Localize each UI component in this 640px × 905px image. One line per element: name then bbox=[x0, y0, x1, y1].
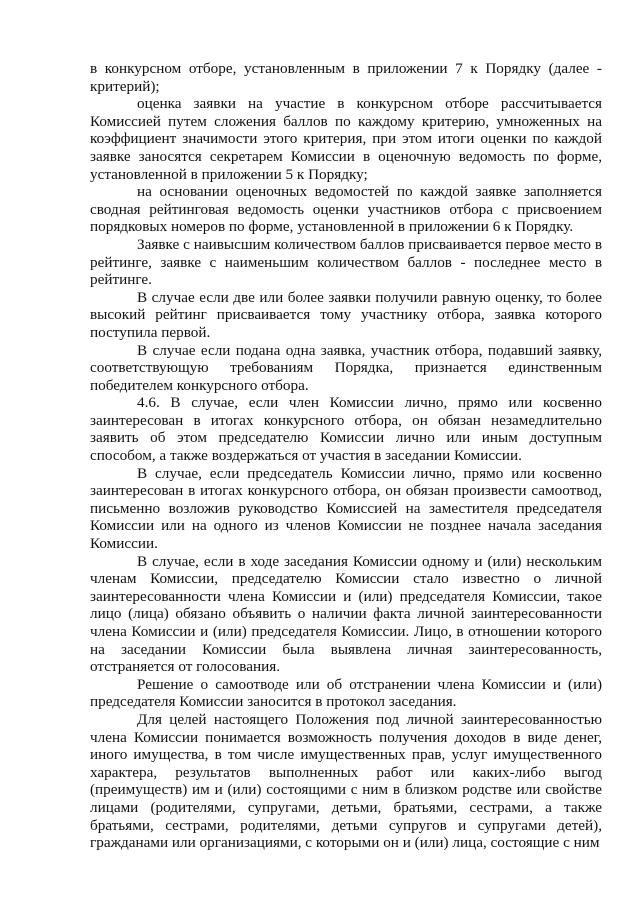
paragraph-recusal-record: Решение о самоотводе или об отстранении члена Комиссии и (или) председателя Комиссии заносится в протокол заседания. bbox=[90, 675, 602, 711]
paragraph-member-conflict: 4.6. В случае, если член Комиссии лично, прямо или косвенно заинтересован в итогах конкурсного отбора, он обязан незамедлительно заявить об этом председателю Комиссии лично или иным доступным способом, а также воздержаться от участия в заседании Комиссии. bbox=[90, 394, 602, 465]
paragraph-criteria-continuation: в конкурсном отборе, установленным в приложении 7 к Порядку (далее - критерий); bbox=[90, 60, 602, 95]
paragraph-summary-rating-sheet: на основании оценочных ведомостей по каждой заявке заполняется сводная рейтинговая ведомость оценки участников отбора с присвоением порядковых номеров по форме, установленной в приложении 6 к Порядку. bbox=[90, 183, 602, 236]
paragraph-personal-interest-definition: Для целей настоящего Положения под личной заинтересованностью члена Комиссии понимается возможность получения доходов в виде денег, иного имущества, в том числе имущественных прав, услуг имущественного характера, результатов выполненных работ или каких-либо выгод (преимуществ) им и (или) состоящими с ним в близком родстве или свойстве лицами (родителями, супругами, детьми, братьями, сестрами, а также братьями, сестрами, родителями, детьми супругов и супругами детей), гражданами или организациями, с которыми он и (или) лица, состоящие с ним bbox=[90, 710, 602, 852]
paragraph-equal-score: В случае если две или более заявки получили равную оценку, то более высокий рейтинг присваивается тому участнику отбора, заявка которого поступила первой. bbox=[90, 288, 602, 341]
paragraph-rating-places: Заявке с наивысшим количеством баллов присваивается первое место в рейтинге, заявке с наименьшим количеством баллов - последнее место в рейтинге. bbox=[90, 235, 602, 289]
document-body bbox=[90, 60, 602, 852]
paragraph-chair-conflict: В случае, если председатель Комиссии лично, прямо или косвенно заинтересован в итогах конкурсного отбора, он обязан произвести самоотвод, письменно возложив руководство Комиссией на заместителя председателя Комиссии или на одного из членов Комиссии не позднее начала заседания Комиссии. bbox=[90, 464, 602, 553]
paragraph-single-application: В случае если подана одна заявка, участник отбора, подавший заявку, соответствующую требованиям Порядка, признается единственным победителем конкурсного отбора. bbox=[90, 341, 602, 394]
paragraph-conflict-during-meeting: В случае, если в ходе заседания Комиссии одному и (или) нескольким членам Комиссии, председателю Комиссии стало известно о личной заинтересованности члена Комиссии и (или) председателя Комиссии, такое лицо (лица) обязано объявить о наличии факта личной заинтересованности члена Комиссии и (или) председателя Комиссии. Лицо, в отношении которого на заседании Комиссии была выявлена личная заинтересованность, отстраняется от голосования. bbox=[90, 552, 602, 676]
paragraph-application-scoring: оценка заявки на участие в конкурсном отборе рассчитывается Комиссией путем сложения баллов по каждому критерию, умноженных на коэффициент значимости этого критерия, при этом итоги оценки по каждой заявке заносятся секретарем Комиссии в оценочную ведомость по форме, установленной в приложении 5 к Порядку; bbox=[90, 95, 602, 183]
